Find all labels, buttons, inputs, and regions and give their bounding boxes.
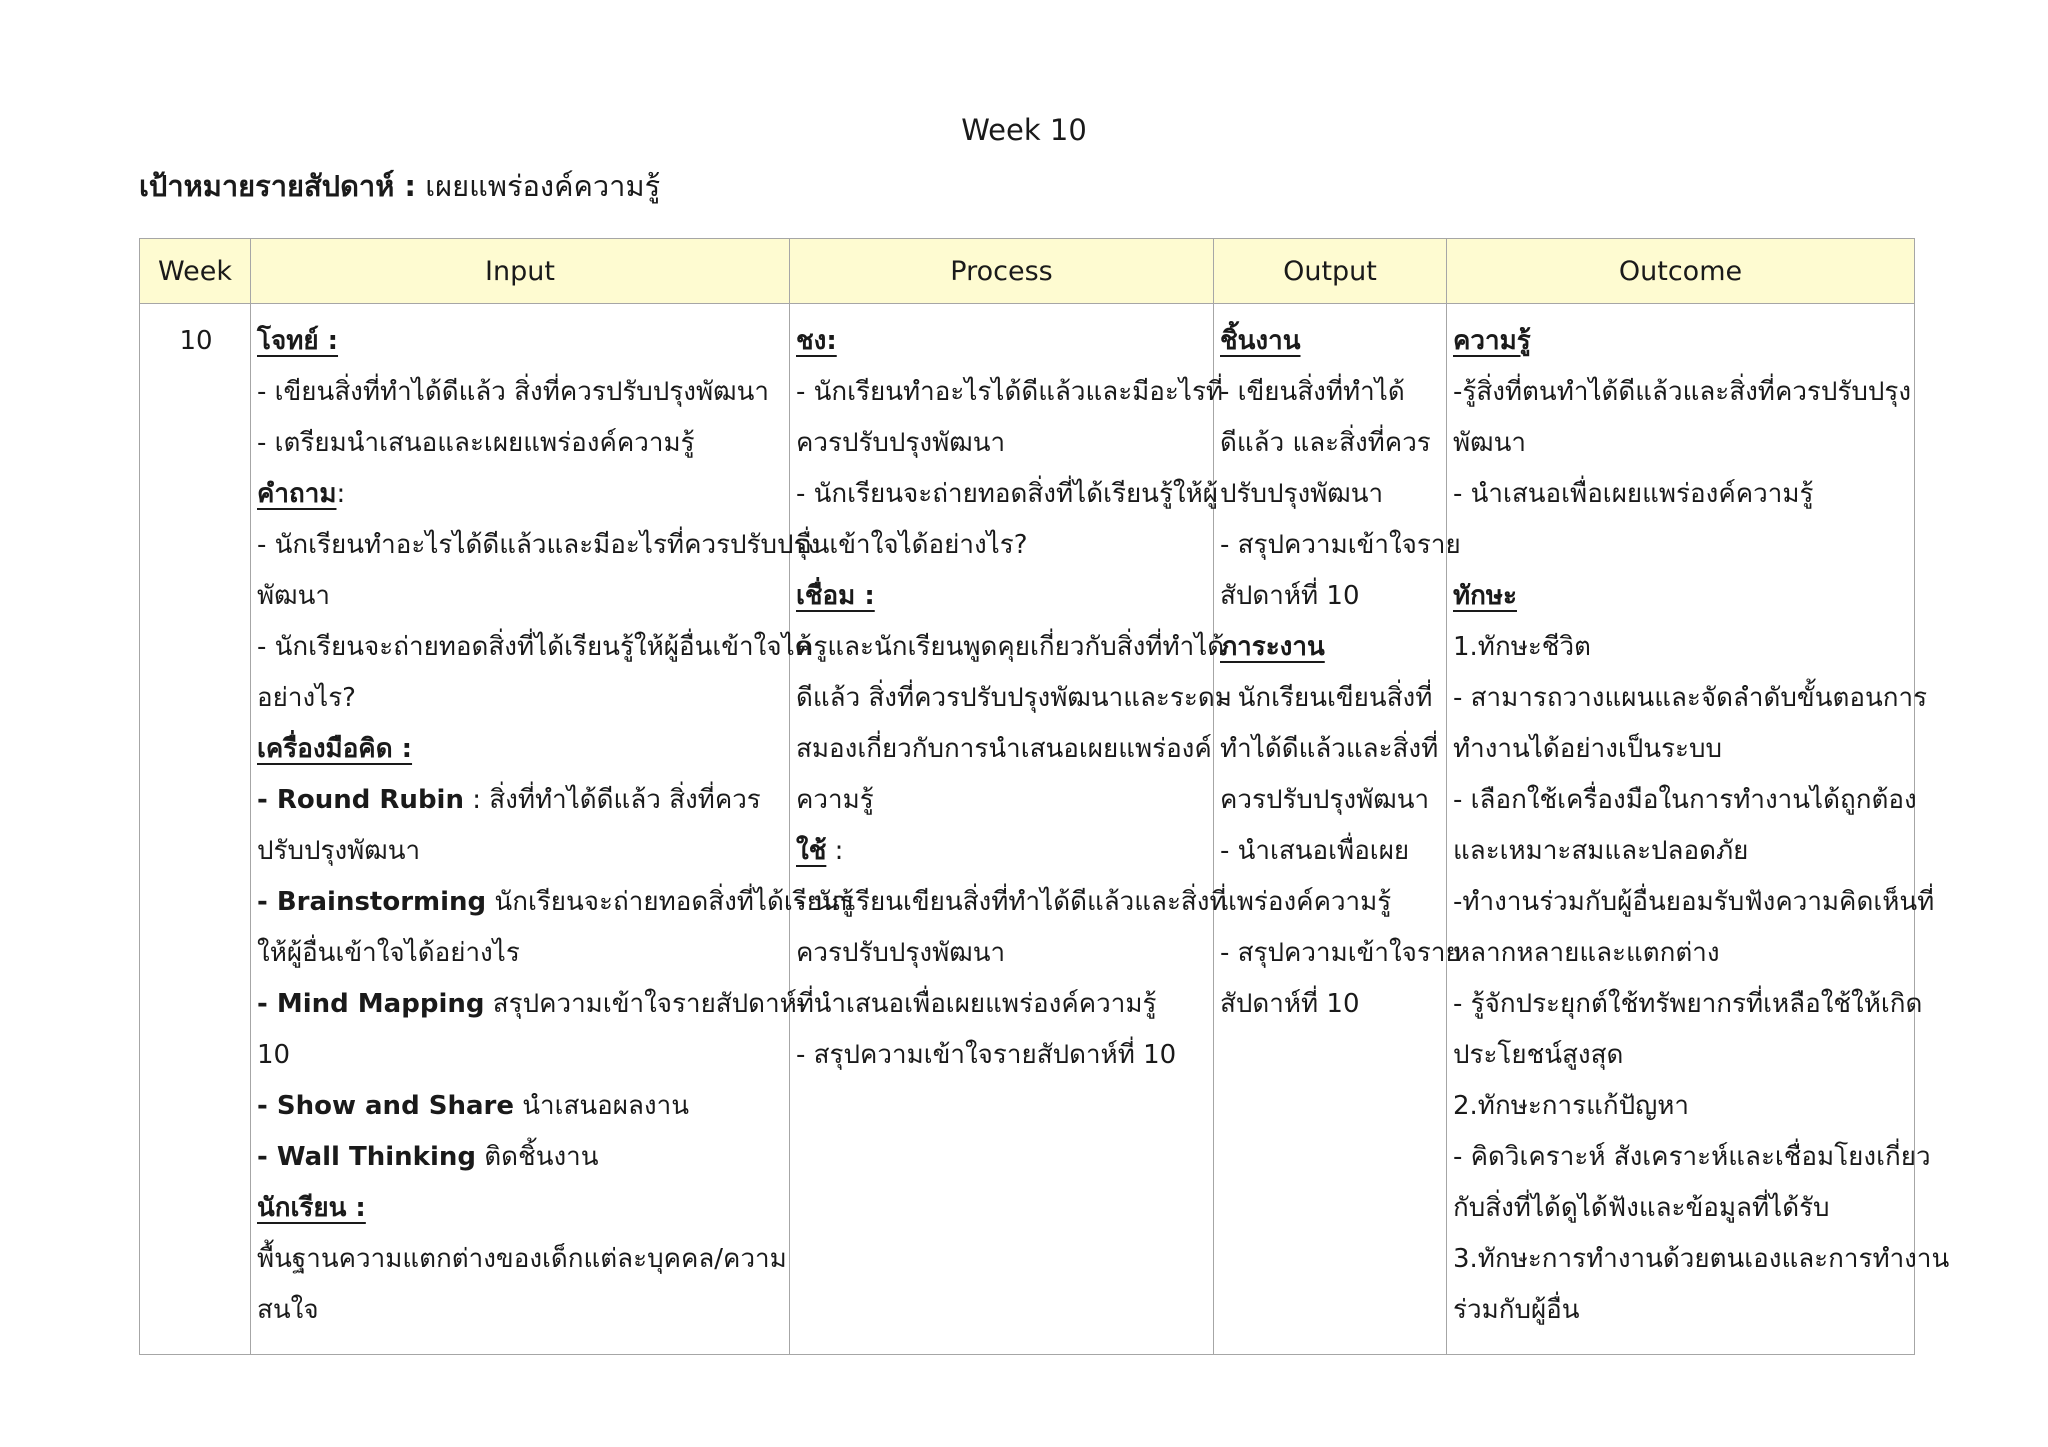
outcome-line: ร่วมกับผู้อื่น bbox=[1453, 1295, 1580, 1325]
output-line: - เขียนสิ่งที่ทำได้ bbox=[1220, 377, 1405, 407]
input-line: อย่างไร? bbox=[257, 683, 356, 713]
header-process: Process bbox=[790, 239, 1214, 304]
process-heading-apply: ใช้ bbox=[796, 836, 827, 866]
tool-round-rubin: - Round Rubin bbox=[257, 785, 464, 815]
outcome-line: และเหมาะสมและปลอดภัย bbox=[1453, 836, 1749, 866]
input-heading-thinking-tools: เครื่องมือคิด : bbox=[257, 734, 413, 764]
tool-show-and-share: - Show and Share bbox=[257, 1091, 514, 1121]
week-number: 10 bbox=[179, 326, 213, 356]
header-week: Week bbox=[140, 239, 251, 304]
output-line: ทำได้ดีแล้วและสิ่งที่ bbox=[1220, 734, 1439, 764]
cell-outcome bbox=[1447, 304, 1950, 1355]
tool-wall-thinking-desc: ติดชิ้นงาน bbox=[476, 1142, 599, 1172]
outcome-spacer bbox=[1453, 520, 1910, 571]
output-line: แพร่องค์ความรู้ bbox=[1220, 887, 1392, 917]
cell-output bbox=[1214, 304, 1461, 1355]
tool-wall-thinking: - Wall Thinking bbox=[257, 1142, 477, 1172]
header-outcome: Outcome bbox=[1447, 239, 1915, 304]
outcome-heading-skills: ทักษะ bbox=[1453, 581, 1517, 611]
process-line: ความรู้ bbox=[796, 785, 874, 815]
input-line: - นักเรียนจะถ่ายทอดสิ่งที่ได้เรียนรู้ให้ผู้อื่นเข้าใจได้ bbox=[257, 632, 812, 662]
outcome-line: ประโยชน์สูงสุด bbox=[1453, 1040, 1624, 1070]
outcome-line: -ทำงานร่วมกับผู้อื่นยอมรับฟังความคิดเห็นที่ bbox=[1453, 887, 1935, 917]
cell-process bbox=[790, 304, 1232, 1355]
input-heading-students: นักเรียน : bbox=[257, 1193, 366, 1223]
process-line: ควรปรับปรุงพัฒนา bbox=[796, 428, 1006, 458]
input-heading-question-colon: : bbox=[336, 479, 346, 509]
header-input: Input bbox=[251, 239, 790, 304]
weekly-goal-text: เผยแพร่องค์ความรู้ bbox=[425, 169, 661, 203]
output-line: - สรุปความเข้าใจราย bbox=[1220, 530, 1461, 560]
process-heading-connect: เชื่อม : bbox=[796, 581, 875, 611]
outcome-line: 3.ทักษะการทำงานด้วยตนเองและการทำงาน bbox=[1453, 1244, 1950, 1274]
page-title: Week 10 bbox=[961, 113, 1087, 147]
outcome-line: ทำงานได้อย่างเป็นระบบ bbox=[1453, 734, 1723, 764]
outcome-line: - คิดวิเคราะห์ สังเคราะห์และเชื่อมโยงเกี่ยว bbox=[1453, 1142, 1931, 1172]
outcome-line: พัฒนา bbox=[1453, 428, 1526, 458]
process-line: - นักเรียนเขียนสิ่งที่ทำได้ดีแล้วและสิ่งที่ bbox=[796, 887, 1227, 917]
tool-mind-mapping: - Mind Mapping bbox=[257, 989, 485, 1019]
input-heading-question: คำถาม bbox=[257, 479, 337, 509]
input-line: สนใจ bbox=[257, 1295, 319, 1325]
process-line: - นำเสนอเพื่อเผยแพร่องค์ความรู้ bbox=[796, 989, 1157, 1019]
outcome-heading-knowledge: ความรู้ bbox=[1453, 326, 1531, 356]
input-line: - นักเรียนทำอะไรได้ดีแล้วและมีอะไรที่ควรปรับปรุง bbox=[257, 530, 821, 560]
input-line: 10 bbox=[257, 1040, 291, 1070]
tool-round-rubin-desc: : สิ่งที่ทำได้ดีแล้ว สิ่งที่ควร bbox=[463, 785, 761, 815]
outcome-line: 1.ทักษะชีวิต bbox=[1453, 632, 1591, 662]
tool-show-and-share-desc: นำเสนอผลงาน bbox=[513, 1091, 689, 1121]
outcome-line: -รู้สิ่งที่ตนทำได้ดีแล้วและสิ่งที่ควรปรับปรุง bbox=[1453, 377, 1912, 407]
outcome-line: 2.ทักษะการแก้ปัญหา bbox=[1453, 1091, 1689, 1121]
tool-brainstorming-desc: นักเรียนจะถ่ายทอดสิ่งที่ได้เรียนรู้ bbox=[486, 887, 854, 917]
weekly-plan-table bbox=[139, 238, 1950, 1355]
outcome-line: - รู้จักประยุกต์ใช้ทรัพยากรที่เหลือใช้ให้เกิด bbox=[1453, 989, 1923, 1019]
input-line: พัฒนา bbox=[257, 581, 330, 611]
input-line: - เขียนสิ่งที่ทำได้ดีแล้ว สิ่งที่ควรปรับปรุงพัฒนา bbox=[257, 377, 769, 407]
tool-brainstorming: - Brainstorming bbox=[257, 887, 487, 917]
output-line: สัปดาห์ที่ 10 bbox=[1220, 581, 1360, 611]
output-line: ปรับปรุงพัฒนา bbox=[1220, 479, 1384, 509]
process-line: - นักเรียนทำอะไรได้ดีแล้วและมีอะไรที่ bbox=[796, 377, 1224, 407]
output-heading-tasks: ภาระงาน bbox=[1220, 632, 1325, 662]
table-row bbox=[140, 304, 1915, 1355]
outcome-line: - สามารถวางแผนและจัดลำดับขั้นตอนการ bbox=[1453, 683, 1928, 713]
output-heading-work: ชิ้นงาน bbox=[1220, 326, 1301, 356]
outcome-line: หลากหลายและแตกต่าง bbox=[1453, 938, 1720, 968]
input-line: พื้นฐานความแตกต่างของเด็กแต่ละบุคคล/ความ bbox=[257, 1244, 787, 1274]
process-line: ควรปรับปรุงพัฒนา bbox=[796, 938, 1006, 968]
process-line: - นักเรียนจะถ่ายทอดสิ่งที่ได้เรียนรู้ให้ผู้ bbox=[796, 479, 1218, 509]
outcome-line: กับสิ่งที่ได้ดูได้ฟังและข้อมูลที่ได้รับ bbox=[1453, 1193, 1830, 1223]
process-heading-apply-colon: : bbox=[826, 836, 844, 866]
outcome-line: - เลือกใช้เครื่องมือในการทำงานได้ถูกต้อง bbox=[1453, 785, 1917, 815]
weekly-goal bbox=[139, 166, 660, 206]
output-line: ดีแล้ว และสิ่งที่ควร bbox=[1220, 428, 1431, 458]
process-line: สมองเกี่ยวกับการนำเสนอเผยแพร่องค์ bbox=[796, 734, 1212, 764]
process-line: อื่นเข้าใจได้อย่างไร? bbox=[796, 530, 1028, 560]
output-line: ควรปรับปรุงพัฒนา bbox=[1220, 785, 1430, 815]
process-heading-prompt: ชง: bbox=[796, 326, 837, 356]
table-header-row bbox=[140, 239, 1915, 304]
tool-mind-mapping-desc: สรุปความเข้าใจรายสัปดาห์ที่ bbox=[484, 989, 814, 1019]
weekly-goal-label: เป้าหมายรายสัปดาห์ : bbox=[139, 169, 417, 203]
output-line: - สรุปความเข้าใจราย bbox=[1220, 938, 1461, 968]
outcome-line: - นำเสนอเพื่อเผยแพร่องค์ความรู้ bbox=[1453, 479, 1814, 509]
output-line: สัปดาห์ที่ 10 bbox=[1220, 989, 1360, 1019]
process-line: ครูและนักเรียนพูดคุยเกี่ยวกับสิ่งที่ทำได้ bbox=[796, 632, 1225, 662]
output-line: - นำเสนอเพื่อเผย bbox=[1220, 836, 1410, 866]
input-line: - เตรียมนำเสนอและเผยแพร่องค์ความรู้ bbox=[257, 428, 695, 458]
process-line: - สรุปความเข้าใจรายสัปดาห์ที่ 10 bbox=[796, 1040, 1177, 1070]
input-heading-task: โจทย์ : bbox=[257, 326, 339, 356]
input-line: ปรับปรุงพัฒนา bbox=[257, 836, 421, 866]
input-line: ให้ผู้อื่นเข้าใจได้อย่างไร bbox=[257, 938, 520, 968]
header-output: Output bbox=[1214, 239, 1447, 304]
output-line: - นักเรียนเขียนสิ่งที่ bbox=[1220, 683, 1433, 713]
process-line: ดีแล้ว สิ่งที่ควรปรับปรุงพัฒนาและระดม bbox=[796, 683, 1232, 713]
cell-week bbox=[140, 304, 251, 1355]
